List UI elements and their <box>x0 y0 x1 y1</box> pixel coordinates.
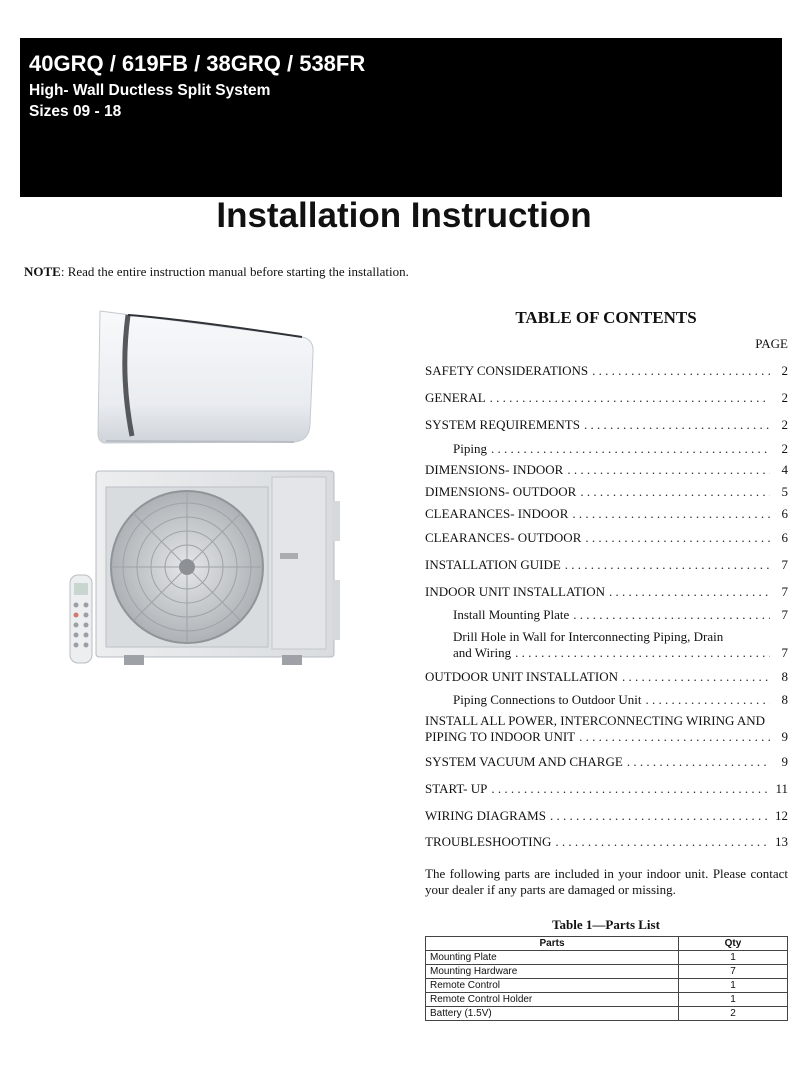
toc-entry[interactable] <box>425 363 788 379</box>
part-name: Battery (1.5V) <box>426 1007 679 1021</box>
toc-entry[interactable] <box>453 441 788 457</box>
toc-entry-page: 7 <box>781 557 788 572</box>
toc-entry-title: START- UP <box>425 781 488 796</box>
toc-entry-page: 6 <box>781 530 788 545</box>
toc-entry[interactable] <box>425 462 788 478</box>
toc-entry-page: 7 <box>781 584 788 599</box>
toc-entry-title: and Wiring <box>453 645 512 660</box>
toc-entry-title: Install Mounting Plate <box>453 607 570 622</box>
toc-entry-page: 7 <box>781 607 788 622</box>
indoor-unit-icon <box>98 311 313 443</box>
toc-entry-title: INDOOR UNIT INSTALLATION <box>425 584 605 599</box>
parts-table-caption: Table 1—Parts List <box>552 917 660 932</box>
part-qty: 7 <box>679 965 788 979</box>
toc-entry-title: OUTDOOR UNIT INSTALLATION <box>425 669 618 684</box>
toc-entry-title: WIRING DIAGRAMS <box>425 808 546 823</box>
toc-entry-title: GENERAL <box>425 390 486 405</box>
remote-control-icon <box>70 575 92 663</box>
toc-leader <box>585 530 770 546</box>
toc-leader <box>491 441 770 457</box>
toc-leader <box>572 506 770 522</box>
table-row <box>426 993 788 1007</box>
part-name: Mounting Plate <box>426 951 679 965</box>
toc-entry[interactable] <box>425 484 788 500</box>
table-row <box>426 1007 788 1021</box>
toc-entry-page: 2 <box>781 363 788 378</box>
outdoor-unit-icon <box>96 471 340 665</box>
note-text: : Read the entire instruction manual before starting the installation. <box>60 264 409 279</box>
toc-entry-page: 9 <box>781 729 788 744</box>
part-qty: 1 <box>679 979 788 993</box>
part-qty: 1 <box>679 993 788 1007</box>
table-row <box>426 965 788 979</box>
toc-entry[interactable] <box>425 390 788 406</box>
toc-entry-title: Piping <box>453 441 487 456</box>
toc-entry-title: CLEARANCES- OUTDOOR <box>425 530 582 545</box>
column-header-qty: Qty <box>679 937 788 951</box>
toc-leader <box>567 462 770 478</box>
toc-entry[interactable] <box>425 781 788 797</box>
header-band <box>20 38 782 197</box>
toc-leader <box>627 754 770 770</box>
toc-entry-page: 8 <box>781 692 788 707</box>
toc-entry-title: INSTALLATION GUIDE <box>425 557 561 572</box>
toc-entry-page: 4 <box>781 462 788 477</box>
document-title: Installation Instruction <box>216 196 592 235</box>
toc-leader <box>609 584 770 600</box>
note-label: NOTE <box>24 264 61 279</box>
part-qty: 1 <box>679 951 788 965</box>
toc-entry[interactable] <box>453 645 788 661</box>
table-header-row <box>426 937 788 951</box>
parts-table <box>425 936 788 1021</box>
toc-page-label: PAGE <box>755 336 788 351</box>
toc-entry-title: TROUBLESHOOTING <box>425 834 552 849</box>
toc-entry[interactable] <box>425 754 788 770</box>
parts-intro-text: The following parts are included in your indoor unit. Please contact your dealer if any parts are damaged or missing. <box>425 866 788 897</box>
toc-leader <box>550 808 770 824</box>
part-name: Remote Control Holder <box>426 993 679 1007</box>
toc-leader <box>584 417 770 433</box>
table-row <box>426 979 788 993</box>
toc-entry-page: 9 <box>781 754 788 769</box>
model-numbers: 40GRQ / 619FB / 38GRQ / 538FR <box>29 51 366 76</box>
toc-entry-title-line1[interactable]: INSTALL ALL POWER, INTERCONNECTING WIRING AND <box>425 713 766 728</box>
toc-entry-title: PIPING TO INDOOR UNIT <box>425 729 576 744</box>
toc-heading: TABLE OF CONTENTS <box>515 308 697 327</box>
toc-entry-page: 6 <box>781 506 788 521</box>
toc-entry-page: 12 <box>775 808 788 823</box>
toc-entry-title-line1[interactable]: Drill Hole in Wall for Interconnecting Piping, Drain <box>453 629 724 644</box>
toc-entry-page: 7 <box>781 645 788 660</box>
part-name: Mounting Hardware <box>426 965 679 979</box>
toc-entry-title: SYSTEM VACUUM AND CHARGE <box>425 754 623 769</box>
toc-entry-title: Piping Connections to Outdoor Unit <box>453 692 642 707</box>
toc-entry-page: 5 <box>781 484 788 499</box>
toc-entry-title: SAFETY CONSIDERATIONS <box>425 363 589 378</box>
toc-leader <box>491 781 770 797</box>
part-name: Remote Control <box>426 979 679 993</box>
table-row <box>426 951 788 965</box>
toc-leader <box>490 390 770 406</box>
toc-leader <box>592 363 770 379</box>
toc-entry-title: SYSTEM REQUIREMENTS <box>425 417 580 432</box>
product-subtitle: High- Wall Ductless Split System <box>29 82 271 99</box>
note <box>24 264 409 280</box>
toc-entry[interactable] <box>425 557 788 573</box>
toc-entry[interactable] <box>425 834 788 850</box>
toc-entry-page: 8 <box>781 669 788 684</box>
column-header-parts: Parts <box>426 937 679 951</box>
toc-entry-page: 11 <box>775 781 788 796</box>
toc-entry[interactable] <box>425 530 788 546</box>
toc-entry-title: CLEARANCES- INDOOR <box>425 506 569 521</box>
part-qty: 2 <box>679 1007 788 1021</box>
toc-entry[interactable] <box>425 417 788 433</box>
toc-entry[interactable] <box>425 729 788 745</box>
toc-entry[interactable] <box>425 808 788 824</box>
toc-leader <box>579 729 770 745</box>
toc-entry[interactable] <box>425 669 788 685</box>
toc-entry-page: 2 <box>781 441 788 456</box>
toc-entry-title: DIMENSIONS- INDOOR <box>425 462 564 477</box>
toc-leader <box>555 834 770 850</box>
product-sizes: Sizes 09 - 18 <box>29 103 122 120</box>
toc-leader <box>515 645 770 661</box>
toc-entry[interactable] <box>425 506 788 522</box>
toc-entry[interactable] <box>453 607 788 623</box>
toc-entry-page: 13 <box>775 834 788 849</box>
product-illustration <box>62 305 362 675</box>
toc-entry[interactable] <box>453 692 788 708</box>
toc-entry-title: DIMENSIONS- OUTDOOR <box>425 484 577 499</box>
toc-leader <box>573 607 770 623</box>
toc-leader <box>646 692 771 708</box>
toc-leader <box>565 557 770 573</box>
toc-entry[interactable] <box>425 584 788 600</box>
toc-leader <box>622 669 770 685</box>
toc-entry-page: 2 <box>781 390 788 405</box>
toc-leader <box>580 484 770 500</box>
toc-entry-page: 2 <box>781 417 788 432</box>
